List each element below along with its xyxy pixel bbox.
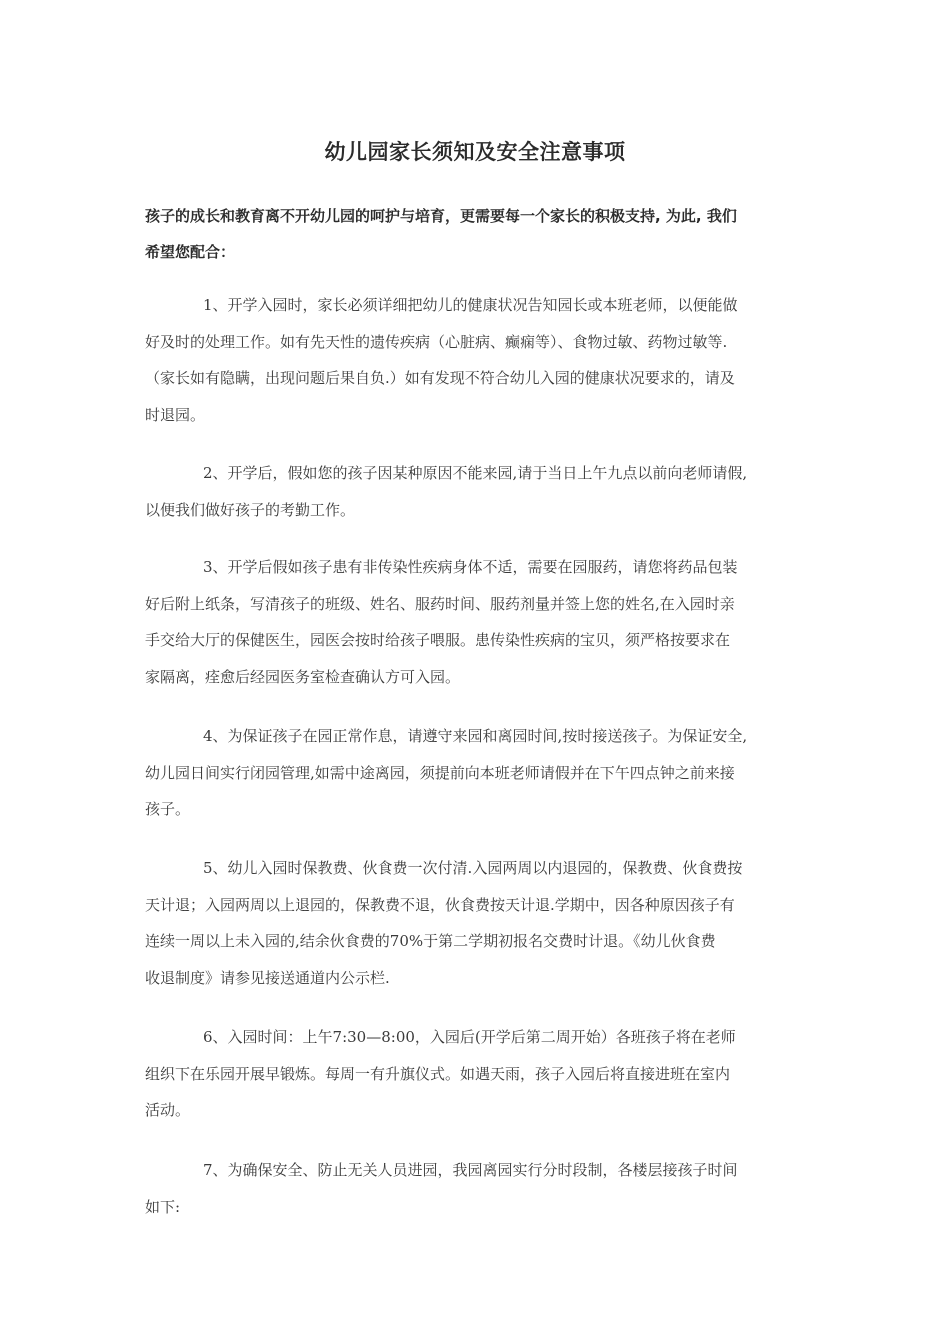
paragraph-line: 孩子。 [145, 800, 191, 818]
intro-line: 希望您配合： [145, 243, 236, 261]
paragraph-line: 好后附上纸条，写清孩子的班级、姓名、服药时间、服药剂量并签上您的姓名,在入园时亲 [145, 594, 735, 613]
paragraph-line: （家长如有隐瞒，出现问题后果自负.）如有发现不符合幼儿入园的健康状况要求的，请及 [145, 369, 735, 387]
paragraph-line: 连续一周以上未入园的,结余伙食费的70%于第二学期初报名交费时计退。《幼儿伙食费 [145, 932, 716, 950]
paragraph-6 [145, 1019, 820, 1129]
paragraph-line: 如下: [145, 1197, 181, 1216]
intro-line: 孩子的成长和教育离不开幼儿园的呵护与培育，更需要每一个家长的积极支持, 为此, 我们 [145, 207, 737, 225]
paragraph-line: 2、开学后，假如您的孩子因某种原因不能来园,请于当日上午九点以前向老师请假, [203, 464, 748, 482]
paragraph-line: 活动。 [145, 1101, 191, 1119]
paragraph-line: 7、为确保安全、防止无关人员进园，我园离园实行分时段制，各楼层接孩子时间 [203, 1161, 738, 1179]
paragraph-3 [145, 549, 820, 695]
paragraph-line: 以便我们做好孩子的考勤工作。 [145, 500, 356, 519]
paragraph-line: 6、入园时间：上午7:30—8:00，入园后(开学后第二周开始）各班孩子将在老师 [203, 1028, 736, 1046]
paragraph-7 [145, 1152, 820, 1225]
paragraph-line: 4、为保证孩子在园正常作息，请遵守来园和离园时间,按时接送孩子。为保证安全, [203, 727, 748, 745]
intro-paragraph [145, 198, 820, 270]
paragraph-line: 幼儿园日间实行闭园管理,如需中途离园，须提前向本班老师请假并在下午四点钟之前来接 [145, 763, 735, 782]
paragraph-line: 3、开学后假如孩子患有非传染性疾病身体不适，需要在园服药，请您将药品包装 [203, 558, 738, 576]
paragraph-5 [145, 850, 820, 996]
paragraph-line: 手交给大厅的保健医生，园医会按时给孩子喂服。患传染性疾病的宝贝，须严格按要求在 [145, 631, 731, 649]
paragraph-line: 5、幼儿入园时保教费、伙食费一次付清.入园两周以内退园的，保教费、伙食费按 [203, 859, 743, 877]
paragraph-line: 收退制度》请参见接送通道内公示栏. [145, 968, 390, 987]
paragraph-line: 天计退；入园两周以上退园的，保教费不退，伙食费按天计退.学期中，因各种原因孩子有 [145, 895, 735, 914]
paragraph-2 [145, 455, 820, 528]
page-title: 幼儿园家长须知及安全注意事项 [324, 140, 626, 164]
paragraph-line: 家隔离，痊愈后经园医务室检查确认方可入园。 [145, 667, 461, 686]
paragraph-1 [145, 287, 820, 433]
paragraph-line: 1、开学入园时，家长必须详细把幼儿的健康状况告知园长或本班老师，以便能做 [203, 296, 738, 314]
paragraph-4 [145, 718, 820, 828]
paragraph-line: 好及时的处理工作。如有先天性的遗传疾病（心脏病、癫痫等）、食物过敏、药物过敏等. [145, 332, 728, 351]
paragraph-line: 组织下在乐园开展早锻炼。每周一有升旗仪式。如遇天雨，孩子入园后将直接进班在室内 [145, 1064, 731, 1083]
paragraph-line: 时退园。 [145, 405, 206, 424]
